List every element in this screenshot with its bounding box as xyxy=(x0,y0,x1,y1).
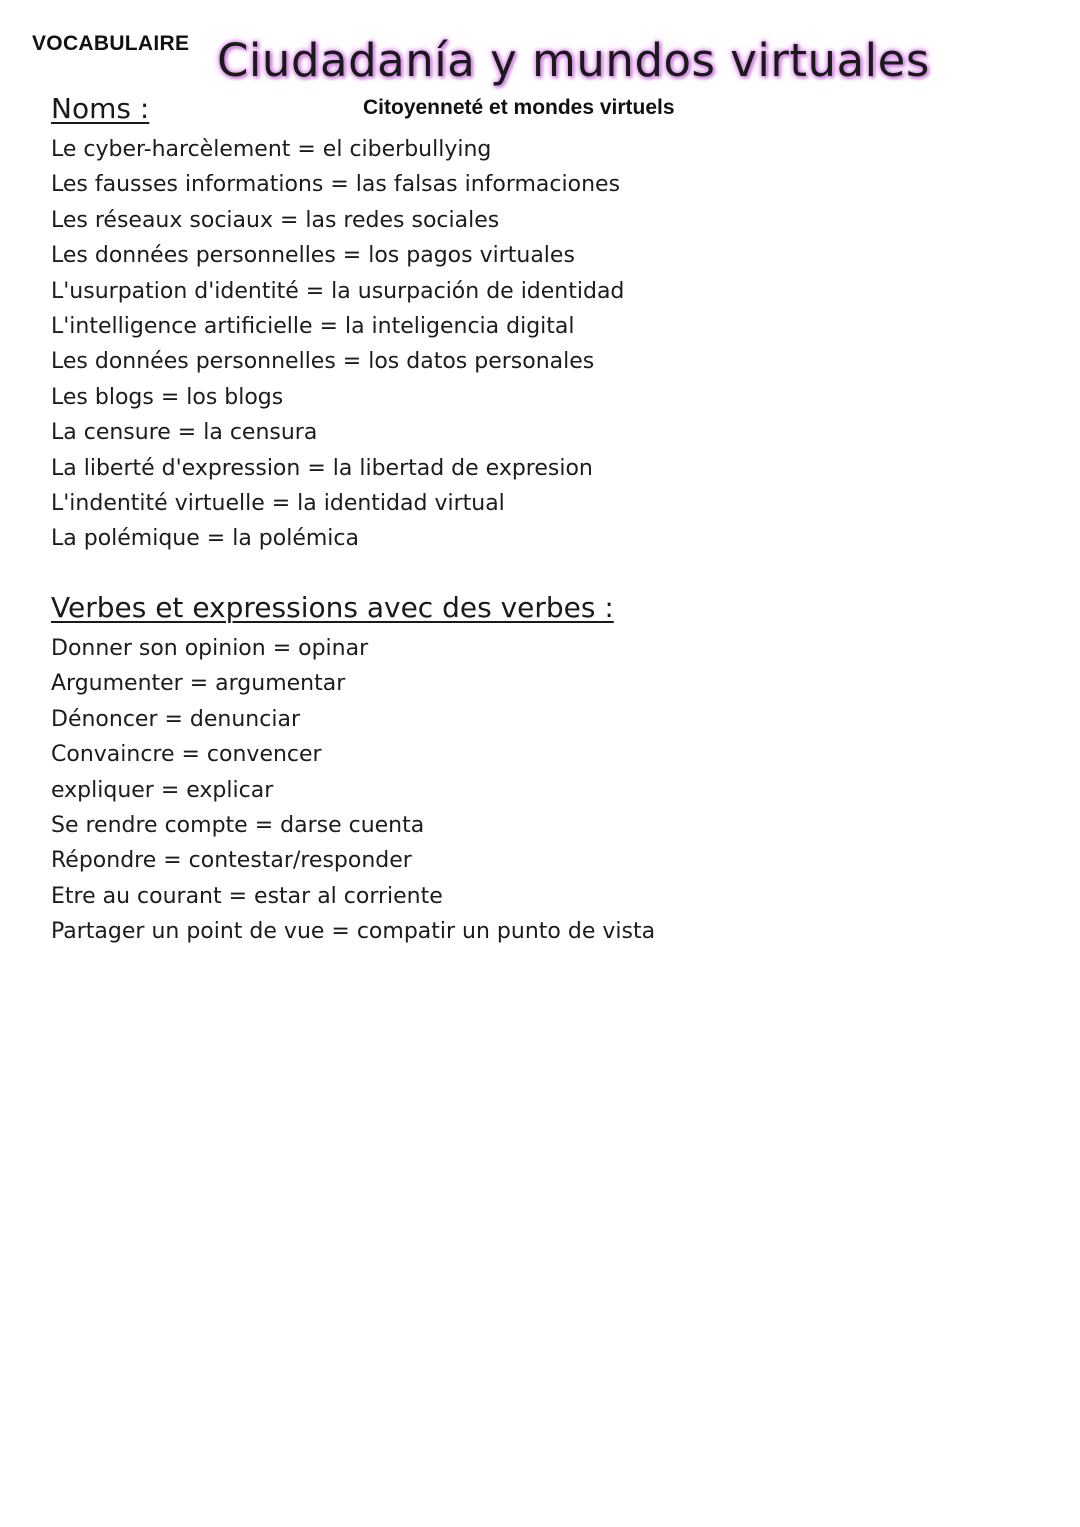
noms-heading: Noms : xyxy=(51,92,150,125)
list-item: L'usurpation d'identité = la usurpación de identidad xyxy=(51,278,625,304)
list-item: Le cyber-harcèlement = el ciberbullying xyxy=(51,137,492,162)
verbes-heading: Verbes et expressions avec des verbes : xyxy=(51,591,614,624)
list-item: Les données personnelles = los datos personales xyxy=(51,349,595,375)
verbes-list xyxy=(51,631,655,950)
list-item: Argumenter = argumentar xyxy=(51,671,346,697)
list-item: Etre au courant = estar al corriente xyxy=(51,883,443,909)
list-item: La liberté d'expression = la libertad de expresion xyxy=(51,455,593,481)
list-item: Les blogs = los blogs xyxy=(51,384,284,410)
list-item: Partager un point de vue = compatir un punto de vista xyxy=(51,919,656,945)
noms-list xyxy=(51,132,624,557)
list-item: Les fausses informations = las falsas informaciones xyxy=(51,172,621,198)
list-item: L'intelligence artificielle = la inteligencia digital xyxy=(51,313,575,339)
list-item: Donner son opinion = opinar xyxy=(51,636,369,661)
list-item: La polémique = la polémica xyxy=(51,526,359,552)
list-item: Les données personnelles = los pagos virtuales xyxy=(51,243,575,269)
list-item: Répondre = contestar/responder xyxy=(51,848,412,874)
list-item: Convaincre = convencer xyxy=(51,742,322,768)
list-item: expliquer = explicar xyxy=(51,777,274,803)
vocabulary-tag: VOCABULAIRE xyxy=(32,32,190,55)
list-item: Dénoncer = denunciar xyxy=(51,706,300,732)
list-item: L'indentité virtuelle = la identidad virtual xyxy=(51,490,505,516)
list-item: Les réseaux sociaux = las redes sociales xyxy=(51,207,500,233)
list-item: La censure = la censura xyxy=(51,420,318,446)
page-subtitle: Citoyenneté et mondes virtuels xyxy=(363,96,675,119)
list-item: Se rendre compte = darse cuenta xyxy=(51,812,425,838)
page-title: Ciudadanía y mundos virtuales xyxy=(217,34,930,87)
